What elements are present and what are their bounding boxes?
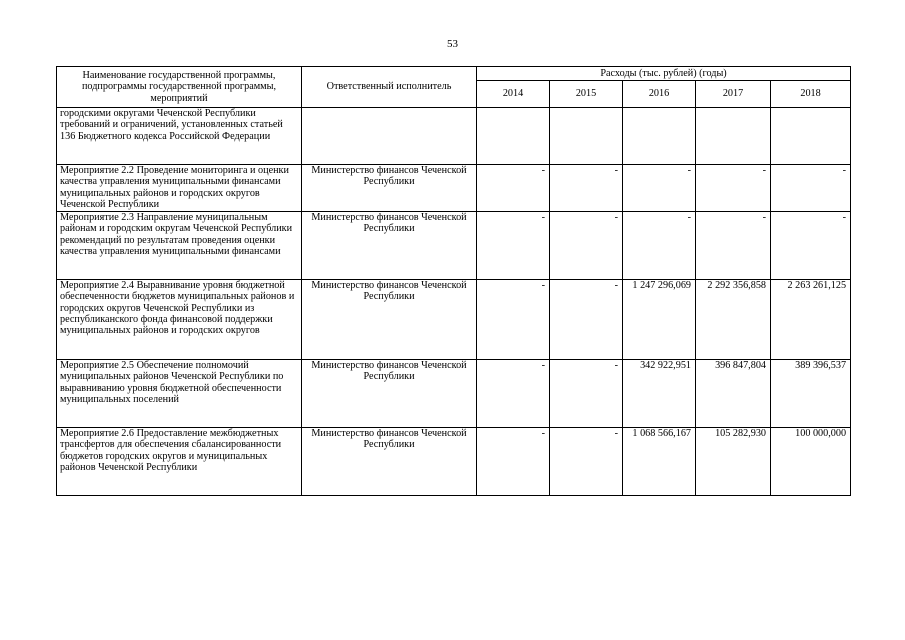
expense-2014: - bbox=[477, 360, 550, 428]
expense-2018 bbox=[771, 108, 851, 165]
expense-2017: 2 292 356,858 bbox=[696, 280, 771, 360]
measure-name: Мероприятие 2.2 Проведение мониторинга и оценки качества управления муниципальными финансами муниципальных районов и городских округов Чеченской Республики bbox=[57, 165, 302, 212]
expense-2018: - bbox=[771, 165, 851, 212]
expense-2016: 1 068 566,167 bbox=[623, 428, 696, 496]
expense-2015 bbox=[550, 108, 623, 165]
header-year-2014: 2014 bbox=[477, 81, 550, 108]
table-row bbox=[57, 280, 851, 360]
expense-2017: 105 282,930 bbox=[696, 428, 771, 496]
program-expenses-table bbox=[56, 66, 851, 496]
expense-2016: 342 922,951 bbox=[623, 360, 696, 428]
measure-name: Мероприятие 2.4 Выравнивание уровня бюджетной обеспеченности бюджетов муниципальных районов и городских округов Чеченской Республики из республиканского фонда финансовой поддержки муниципальных районов и городских округов bbox=[57, 280, 302, 360]
expense-2016: 1 247 296,069 bbox=[623, 280, 696, 360]
expense-2014: - bbox=[477, 428, 550, 496]
expense-2014: - bbox=[477, 212, 550, 280]
header-executor-column: Ответственный исполнитель bbox=[302, 67, 477, 108]
responsible-executor: Министерство финансов Чеченской Республики bbox=[302, 165, 477, 212]
table-row bbox=[57, 360, 851, 428]
responsible-executor: Министерство финансов Чеченской Республики bbox=[302, 212, 477, 280]
expense-2018: - bbox=[771, 212, 851, 280]
expense-2018: 100 000,000 bbox=[771, 428, 851, 496]
measure-name: Мероприятие 2.6 Предоставление межбюджетных трансфертов для обеспечения сбалансированности бюджетов городских округов и муниципальных районов Чеченской Республики bbox=[57, 428, 302, 496]
expense-2017 bbox=[696, 108, 771, 165]
responsible-executor: Министерство финансов Чеченской Республики bbox=[302, 280, 477, 360]
measure-name: Мероприятие 2.5 Обеспечение полномочий муниципальных районов Чеченской Республики по выравниванию уровня бюджетной обеспеченности муниципальных поселений bbox=[57, 360, 302, 428]
expense-2015: - bbox=[550, 280, 623, 360]
expense-2017: - bbox=[696, 165, 771, 212]
expense-2017: - bbox=[696, 212, 771, 280]
header-expenses-column: Расходы (тыс. рублей) (годы) bbox=[477, 67, 851, 81]
table-row bbox=[57, 428, 851, 496]
expense-2016 bbox=[623, 108, 696, 165]
header-year-2015: 2015 bbox=[550, 81, 623, 108]
responsible-executor bbox=[302, 108, 477, 165]
page-number: 53 bbox=[447, 38, 458, 50]
responsible-executor: Министерство финансов Чеченской Республики bbox=[302, 428, 477, 496]
expense-2015: - bbox=[550, 165, 623, 212]
expense-2015: - bbox=[550, 428, 623, 496]
expense-2018: 389 396,537 bbox=[771, 360, 851, 428]
table-row bbox=[57, 165, 851, 212]
measure-name: Мероприятие 2.3 Направление муниципальным районам и городским округам Чеченской Республики рекомендаций по результатам проведения оценки качества управления муниципальными финансами bbox=[57, 212, 302, 280]
expense-2017: 396 847,804 bbox=[696, 360, 771, 428]
table-row bbox=[57, 108, 851, 165]
expense-2014: - bbox=[477, 165, 550, 212]
expense-2016: - bbox=[623, 212, 696, 280]
expense-2014: - bbox=[477, 280, 550, 360]
expense-2018: 2 263 261,125 bbox=[771, 280, 851, 360]
responsible-executor: Министерство финансов Чеченской Республики bbox=[302, 360, 477, 428]
expense-2014 bbox=[477, 108, 550, 165]
header-row bbox=[57, 67, 851, 81]
header-year-2017: 2017 bbox=[696, 81, 771, 108]
header-year-2016: 2016 bbox=[623, 81, 696, 108]
expense-2016: - bbox=[623, 165, 696, 212]
measure-name: городскими округами Чеченской Республики требований и ограничений, установленных статьей 136 Бюджетного кодекса Российской Федерации bbox=[57, 108, 302, 165]
expense-2015: - bbox=[550, 212, 623, 280]
header-name-column: Наименование государственной программы, подпрограммы государственной программы, мероприятий bbox=[57, 67, 302, 108]
expense-2015: - bbox=[550, 360, 623, 428]
table-row bbox=[57, 212, 851, 280]
header-year-2018: 2018 bbox=[771, 81, 851, 108]
